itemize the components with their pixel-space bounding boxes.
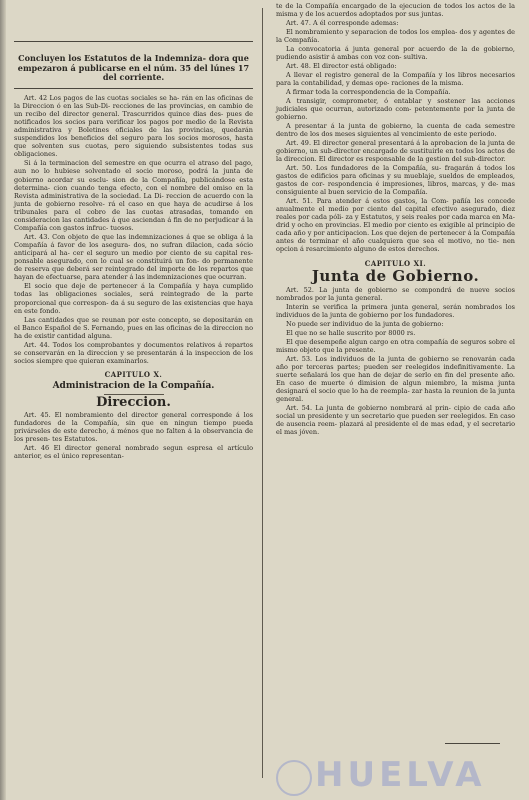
paragraph: El que desempeñe algun cargo en otra compañía de seguros sobre el mismo objeto que la presente. bbox=[276, 337, 515, 354]
end-rule bbox=[445, 743, 500, 744]
paragraph: Art. 49. El director general presentará á la aprobacion de la junta de gobierno, un sub-director encargado de sustituirle en todos los actos de la direccion. El director es responsable de la gestion del sub-director. bbox=[276, 138, 515, 163]
paragraph: Art. 52. La junta de gobierno se compondrá de nueve socios nombrados por la junta general. bbox=[276, 285, 515, 302]
paragraph: Interin se verifica la primera junta general, serán nombrados los individuos de la junta de gobierno por los fundadores. bbox=[276, 302, 515, 319]
paragraph: Si á la terminacion del semestre en que ocurra el atraso del pago, aun no lo hubiese solventado el socio moroso, podrá la junta de gobierno acordar su esclu- sion de la Compañía, publicándose esta determina- cion cuando tenga efecto, con el nombre del omiso en la Revista administrativa de la sociedad. La Di- reccion de acuerdo con la junta de gobierno resolve- rá el caso en que haya de acudirse á los tribunales para el cobro de las cuotas atrasadas, tomando en consideracion las cantidades á que asciendan á fin de no perjudicar á la Compañía con gastos infruc- tuosos. bbox=[14, 159, 253, 233]
paragraph: Art. 47. A él corresponde ademas: bbox=[286, 18, 399, 27]
paragraph: A transigir, comprometer, ó entablar y sostener las acciones judiciales que ocurran, autorizado com- petentemente por la junta de gobierno. bbox=[276, 96, 515, 121]
right-column bbox=[276, 2, 515, 437]
paragraph: Las cantidades que se reunan por este concepto, se depositarán en el Banco Español de S. Fernando, pues en las oficinas de la direccion no ha de existir cantidad alguna. bbox=[14, 315, 253, 340]
paragraph: Art. 42 Los pagos de las cuotas sociales se ha- rán en las oficinas de la Direccion ó en las Sub-Di- recciones de las provincias, en cambio de un recibo del director general. Trascurridos quince dias des- pues de notificados los socios para verificar los pagos por medio de la Revista administrativa y Boletines oficiales de las provincias, quedarán suspendidos los beneficios del seguro para los socios morosos, hasta que solventen sus cuotas, pero siguiendo subsistentes todas sus obligaciones. bbox=[14, 93, 253, 159]
left-column bbox=[14, 36, 253, 461]
paragraph: Art. 44. Todos los comprobantes y documentos relativos á repartos se conservarán en la direccion y se presentarán á la inspeccion de los socios siempre que quieran examinarlos. bbox=[14, 340, 253, 365]
chapter-heading: CAPITULO X. bbox=[104, 369, 163, 379]
paragraph: Art. 43. Con objeto de que las indemnizaciones á que se obliga á la Compañía á favor de los asegura- dos, no sufran dilacion, cada sócio anticipará al ha- cer el seguro un medio por ciento de su capital res- ponsable asegurado, con lo cual se constituirá un fon- do permanente de reserva que deberá ser reintegrado del importe de los repartos que hayan de efectuarse, para atender á las indemnizaciones que ocurran. bbox=[14, 232, 253, 282]
top-rule bbox=[14, 41, 253, 42]
paragraph: La convocatoria á junta general por acuerdo de la de gobierno, pudiendo asistir á ambas con voz con- sultiva. bbox=[276, 44, 515, 61]
watermark: HUELVA bbox=[315, 755, 486, 795]
section-heading: Administracion de la Compañía. bbox=[52, 380, 215, 391]
paragraph: A llevar el registro general de la Compañía y los libros necesarios para la contabilidad, y demas ope- raciones de la misma. bbox=[276, 70, 515, 87]
binding-shadow bbox=[0, 0, 6, 800]
lead-heading: Concluyen los Estatutos de la Indemniza- dora que empezaron á publicarse en el núm. 35 del lúnes 17 del corriente. bbox=[17, 53, 250, 83]
paragraph: Art. 45. El nombramiento del director general corresponde á los fundadores de la Compañía, sin que en ningun tiempo pueda privárseles de este derecho, á ménos que no falten á la observancia de los presen- tes Estatutos. bbox=[14, 411, 253, 444]
column-rule bbox=[262, 8, 263, 778]
paragraph: No puede ser individuo de la junta de gobierno: bbox=[286, 319, 444, 328]
paragraph: El nombramiento y separacion de todos los emplea- dos y agentes de la Compañía. bbox=[276, 27, 515, 44]
paragraph: A firmar toda la correspondencia de la Compañía. bbox=[286, 87, 451, 96]
paragraph: Art. 51. Para atender á estos gastos, la Com- pañía les concede anualmente el medio por ciento del capital efectivo asegurado, diez reales por cada póli- za y Estatutos, y seis reales por cada marca en Ma- drid y ocho en provincias. El medio por ciento es exigible al principio de cada año y por anticipacion. Los que dejen de pertenecer á la Compañía antes de terminar el año cualquiera que sea el motivo, no tie- nen opcion á resarcimiento alguno de estos derechos. bbox=[276, 196, 515, 254]
chapter-heading: CAPITULO XI. bbox=[364, 258, 427, 268]
paragraph: Art. 54. La junta de gobierno nombrará al prin- cipio de cada año social un presidente y un secretario que pueden ser reelegidos. En caso de ausencia reem- plazará al presidente el de mas edad, y el secretario el mas jóven. bbox=[276, 403, 515, 437]
library-stamp-icon bbox=[276, 760, 312, 796]
paragraph: Art. 46 El director general nombrado segun espresa el artículo anterior, es el único representan- bbox=[14, 444, 253, 461]
paragraph: Art. 53. Los individuos de la junta de gobierno se renovarán cada año por terceras partes; pueden ser reelegidos indefinitivamente. La suerte señalará los que han de dejar de serlo en fin del presente año. En caso de muerte ó dimision de algun miembro, la misma junta designará el socio que lo ha de reempla- zar hasta la reunion de la junta general. bbox=[276, 354, 515, 403]
section-title: Direccion. bbox=[96, 395, 171, 411]
paragraph: El que no se halle suscrito por 8000 rs. bbox=[286, 328, 416, 337]
section-title: Junta de Gobierno. bbox=[311, 266, 480, 285]
paragraph: Art. 50. Los fundadores de la Compañía, su- fragarán á todos los gastos de edificios para oficinas y su mueblaje, sueldos de empleados, gastos de cor- respondencia é impresiones, libros, marcas, y de- mas consiguiente al buen servicio de la Compañía. bbox=[276, 163, 515, 197]
lead-rule bbox=[14, 88, 253, 89]
paragraph: te de la Compañía encargado de la ejecucion de todos los actos de la misma y de los acuerdos adoptados por sus juntas. bbox=[276, 2, 515, 19]
paragraph: El socio que deje de pertenecer á la Compañía y haya cumplido todas las obligaciones sociales, será reintegrado de la parte proporcional que correspon- da á su seguro de las existencias que haya en este fondo. bbox=[14, 282, 253, 315]
paragraph: Art. 48. El director está obligado: bbox=[286, 61, 397, 70]
paragraph: A presentar á la junta de gobierno, la cuenta de cada semestre dentro de los dos meses siguientes al vencimiento de este periodo. bbox=[276, 121, 515, 138]
